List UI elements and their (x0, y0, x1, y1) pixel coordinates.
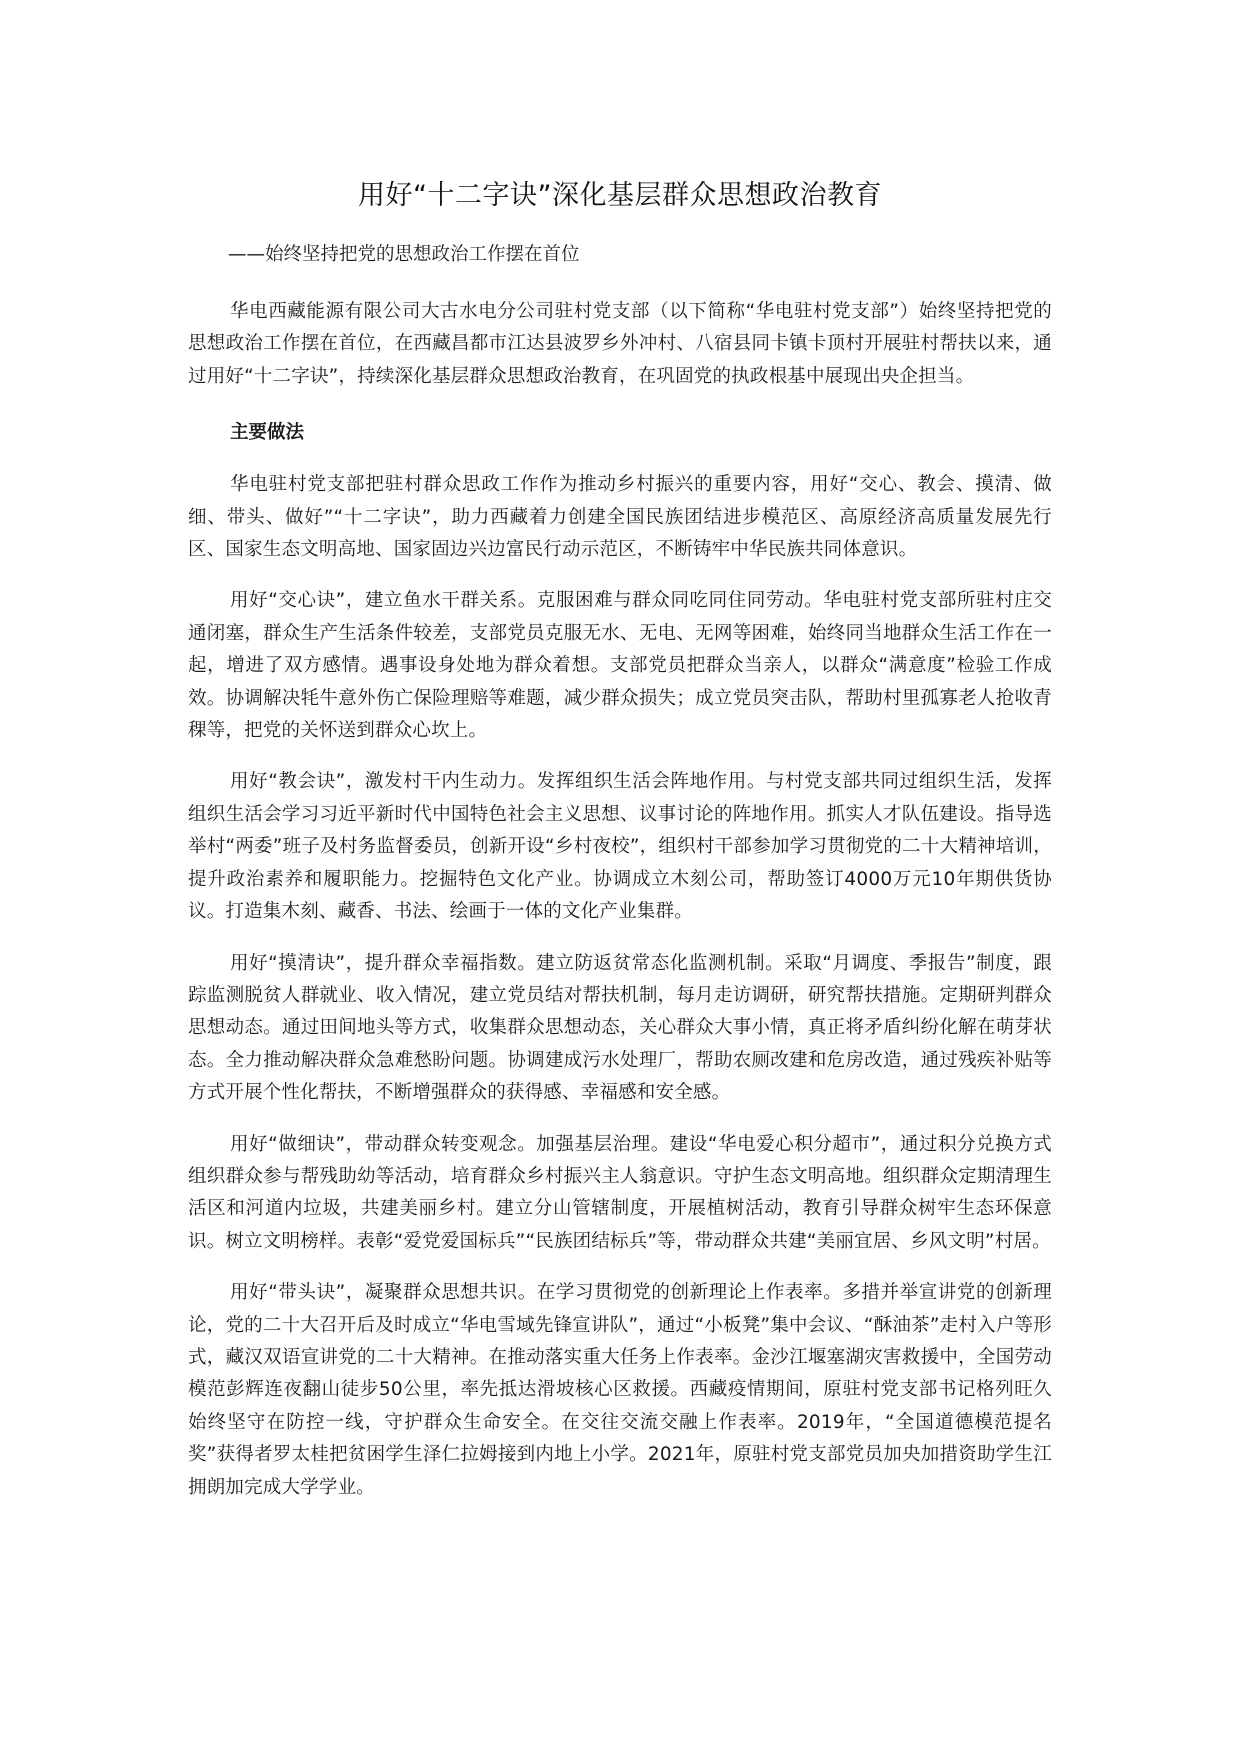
body-paragraph-moqing: 用好“摸清诀”，提升群众幸福指数。建立防返贫常态化监测机制。采取“月调度、季报告”制度，跟踪监测脱贫人群就业、收入情况，建立党员结对帮扶机制，每月走访调研，研究帮扶措施。定期研判群众思想动态。通过田间地头等方式，收集群众思想动态，关心群众大事小情，真正将矛盾纠纷化解在萌芽状态。全力推动解决群众急难愁盼问题。协调建成污水处理厂，帮助农厕改建和危房改造，通过残疾补贴等方式开展个性化帮扶，不断增强群众的获得感、幸福感和安全感。 (188, 952, 1052, 1104)
document-page (188, 176, 1052, 1504)
intro-paragraph: 华电西藏能源有限公司大古水电分公司驻村党支部（以下简称“华电驻村党支部”）始终坚持把党的思想政治工作摆在首位，在西藏昌都市江达县波罗乡外冲村、八宿县同卡镇卡顶村开展驻村帮扶以来，通过用好“十二字诀”，持续深化基层群众思想政治教育，在巩固党的执政根基中展现出央企担当。 (188, 301, 1052, 387)
body-paragraph-jiaohui: 用好“教会诀”，激发村干内生动力。发挥组织生活会阵地作用。与村党支部共同过组织生活，发挥组织生活会学习习近平新时代中国特色社会主义思想、议事讨论的阵地作用。抓实人才队伍建设。指导选举村“两委”班子及村务监督委员，创新开设“乡村夜校”，组织村干部参加学习贯彻党的二十大精神培训，提升政治素养和履职能力。挖掘特色文化产业。协调成立木刻公司，帮助签订4000万元10年期供货协议。打造集木刻、藏香、书法、绘画于一体的文化产业集群。 (188, 771, 1052, 923)
document-subtitle: ——始终坚持把党的思想政治工作摆在首位 (228, 244, 580, 265)
section-heading: 主要做法 (230, 422, 305, 444)
body-paragraph-overview: 华电驻村党支部把驻村群众思政工作作为推动乡村振兴的重要内容，用好“交心、教会、摸清、做细、带头、做好”“十二字诀”，助力西藏着力创建全国民族团结进步模范区、高原经济高质量发展先行区、国家生态文明高地、国家固边兴边富民行动示范区，不断铸牢中华民族共同体意识。 (188, 474, 1052, 561)
body-paragraph-daitou: 用好“带头诀”，凝聚群众思想共识。在学习贯彻党的创新理论上作表率。多措并举宣讲党的创新理论，党的二十大召开后及时成立“华电雪域先锋宣讲队”，通过“小板凳”集中会议、“酥油茶”走村入户等形式，藏汉双语宣讲党的二十大精神。在推动落实重大任务上作表率。金沙江堰塞湖灾害救援中，全国劳动模范彭辉连夜翻山徒步50公里，率先抵达滑坡核心区救援。西藏疫情期间，原驻村党支部书记格列旺久始终坚守在防控一线，守护群众生命安全。在交往交流交融上作表率。2019年，“全国道德模范提名奖”获得者罗太桂把贫困学生泽仁拉姆接到内地上小学。2021年，原驻村党支部党员加央加措资助学生江拥朗加完成大学学业。 (188, 1282, 1052, 1498)
body-paragraph-jiaoxin: 用好“交心诀”，建立鱼水干群关系。克服困难与群众同吃同住同劳动。华电驻村党支部所驻村庄交通闭塞，群众生产生活条件较差，支部党员克服无水、无电、无网等困难，始终同当地群众生活工作在一起，增进了双方感情。遇事设身处地为群众着想。支部党员把群众当亲人，以群众“满意度”检验工作成效。协调解决牦牛意外伤亡保险理赔等难题，减少群众损失；成立党员突击队，帮助村里孤寡老人抢收青稞等，把党的关怀送到群众心坎上。 (188, 590, 1052, 742)
body-paragraph-zuoxi: 用好“做细诀”，带动群众转变观念。加强基层治理。建设“华电爱心积分超市”，通过积分兑换方式组织群众参与帮残助幼等活动，培育群众乡村振兴主人翁意识。守护生态文明高地。组织群众定期清理生活区和河道内垃圾，共建美丽乡村。建立分山管辖制度，开展植树活动，教育引导群众树牢生态环保意识。树立文明榜样。表彰“爱党爱国标兵”“民族团结标兵”等，带动群众共建“美丽宜居、乡风文明”村居。 (188, 1133, 1052, 1252)
document-title: 用好“十二字诀”深化基层群众思想政治教育 (358, 180, 882, 211)
